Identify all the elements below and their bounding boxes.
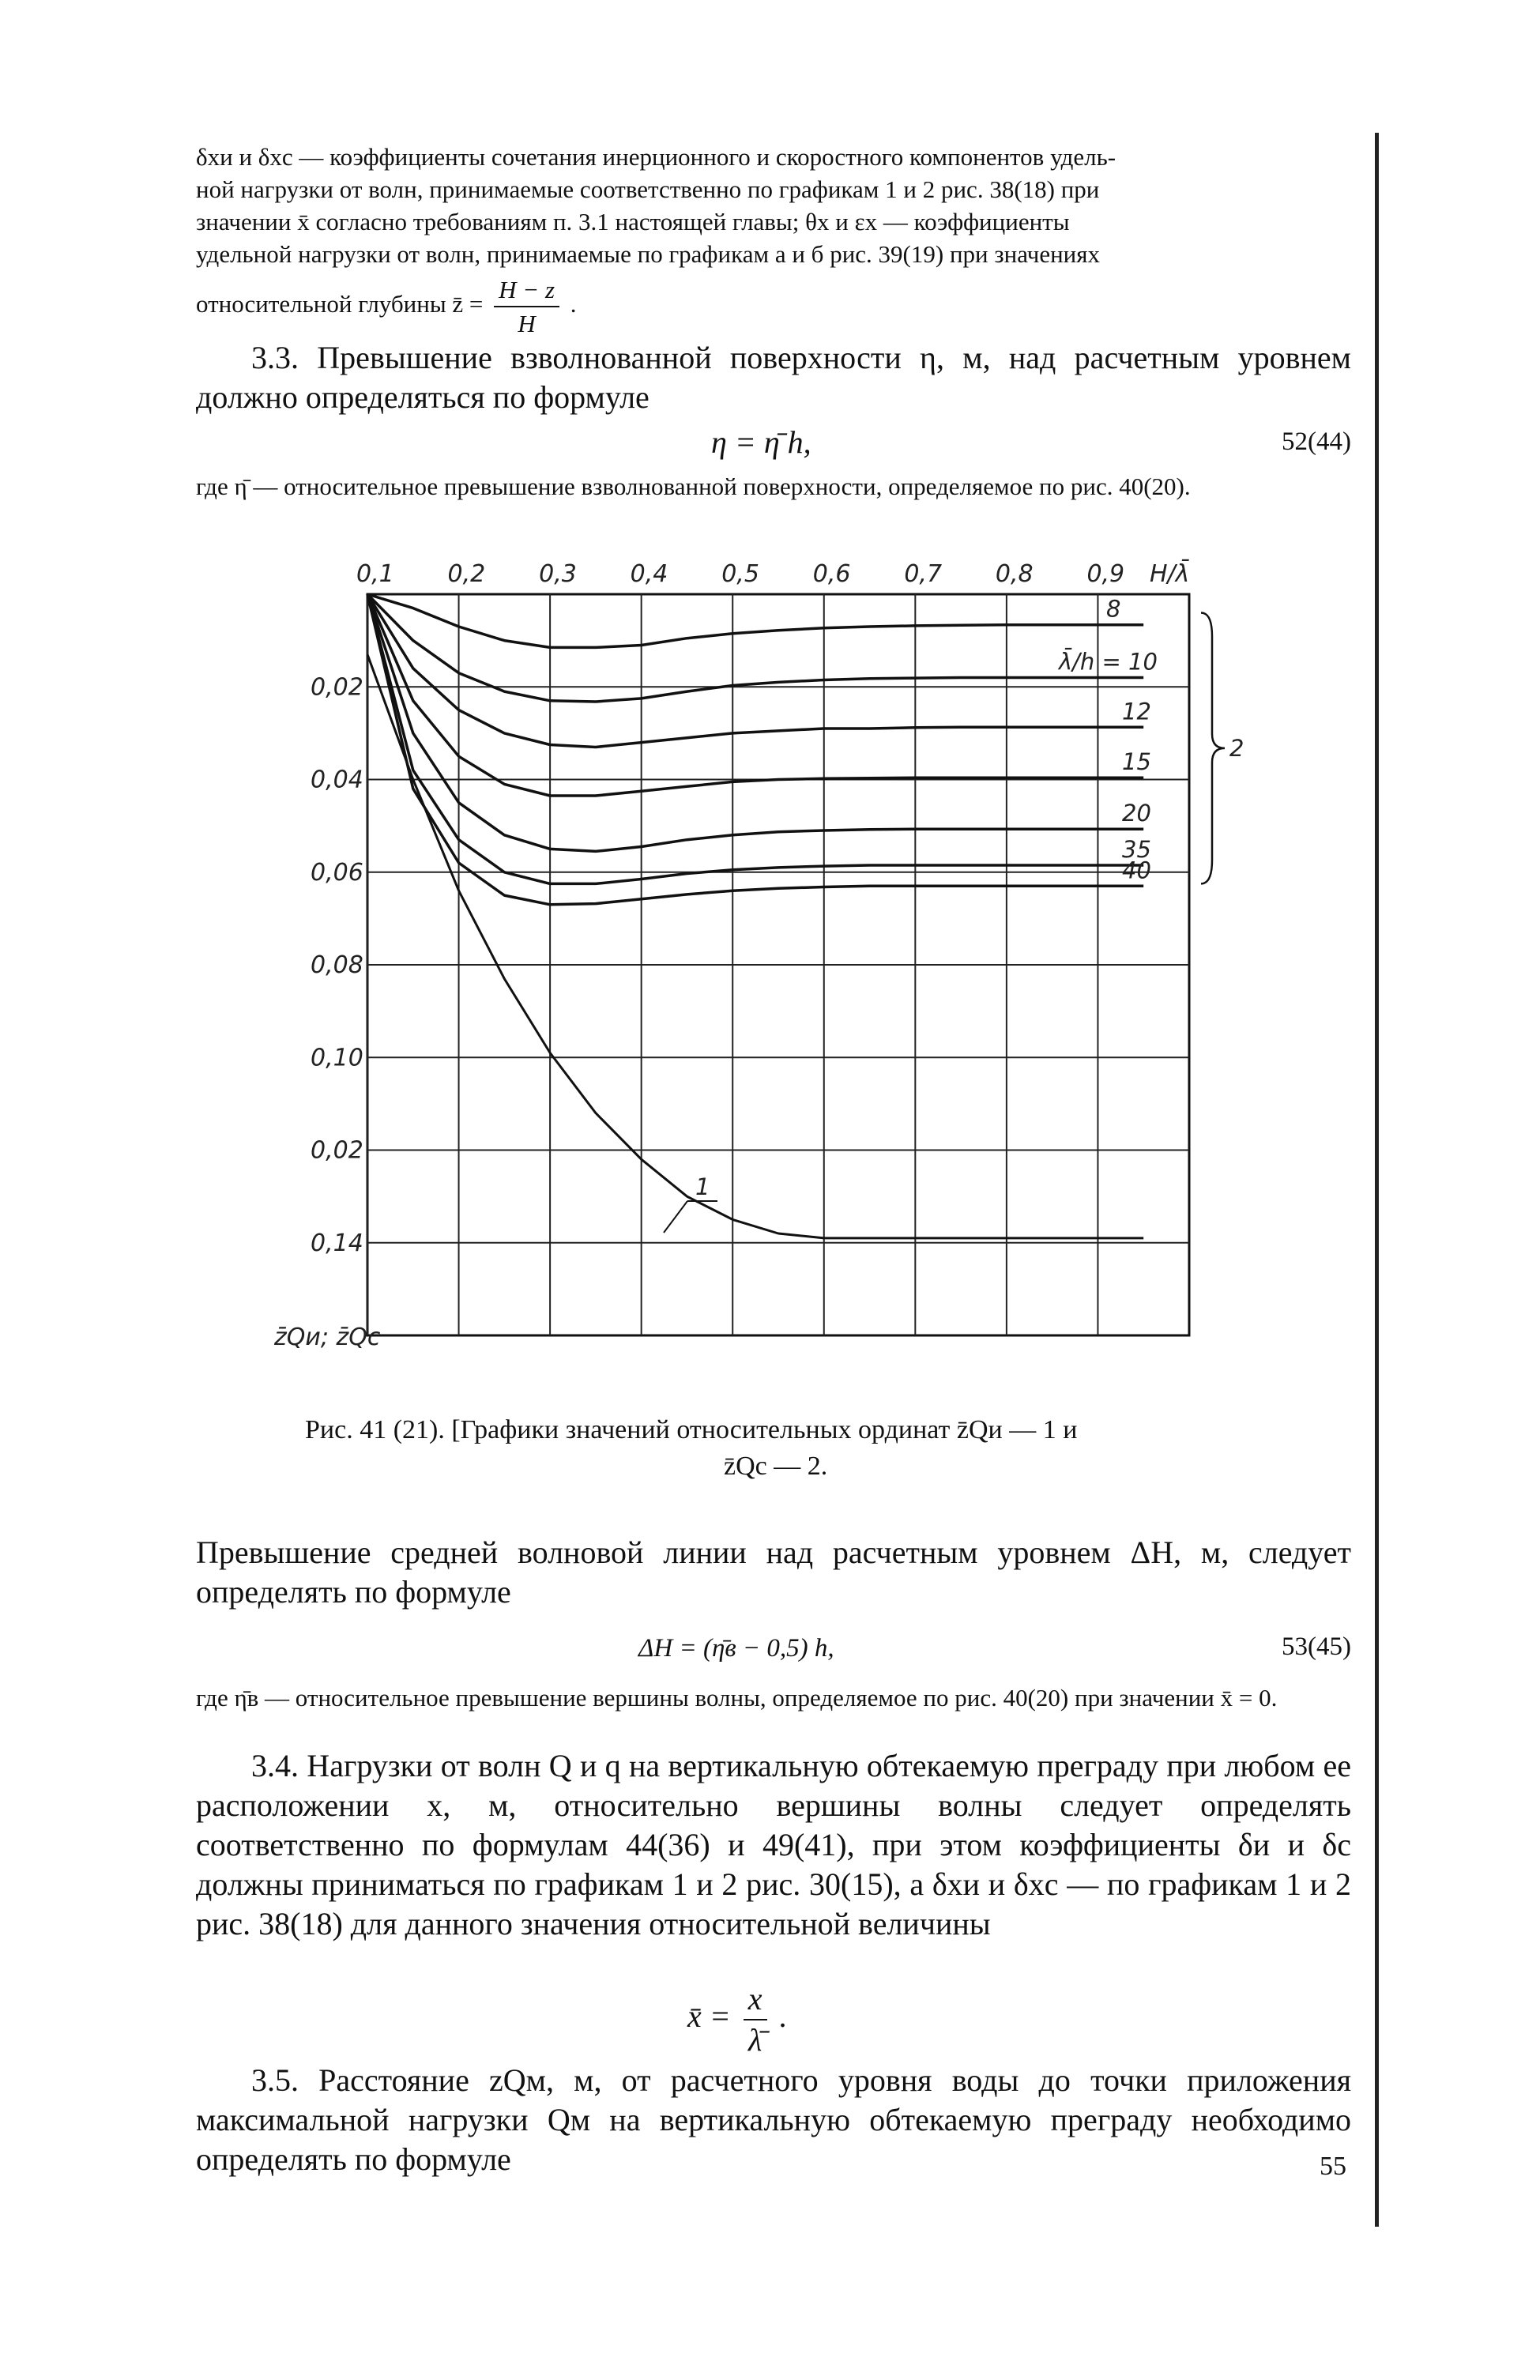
y-tick-label: 0,14 — [311, 1229, 363, 1257]
caption-line-1: Рис. 41 (21). [Графики значений относительных ординат z̄Qи — 1 и — [305, 1415, 1078, 1444]
curve-label: 20 — [1122, 800, 1151, 827]
formula-53-where: где η̄в — относительное превышение вершины волны, определяемое по рис. 40(20) при значении x̄ = 0. — [196, 1684, 1278, 1712]
x-tick-label: 0,2 — [447, 560, 486, 588]
chart-curves — [367, 594, 1143, 1238]
y-tick-label: 0,02 — [311, 1136, 363, 1165]
curve-lambda-h-6 — [367, 594, 1143, 883]
fraction-denominator: H — [518, 310, 536, 337]
curve-group-label-1: 1 — [695, 1173, 710, 1200]
curve-label: λ̄/h = 10 — [1059, 648, 1158, 676]
curve-lambda-h-3 — [367, 594, 1143, 748]
intro-line-5-end: . — [570, 290, 577, 318]
formula-x-bar-lhs: x̄ = — [687, 1998, 731, 2035]
section-3-4-text: 3.4. Нагрузки от волн Q и q на вертикальную обтекаемую преграду при любом ее расположении x, м, относительно вершины волны следует определять соответственно по формулам 44(36) и 49(41), при этом коэффициенты δи и δс должны приниматься по графикам 1 и 2 рис. 30(15), а δxи и δxс — по графикам 1 и 2 рис. 38(18) для данного значения относительной величины — [196, 1748, 1351, 1941]
x-tick-label: 0,7 — [904, 560, 943, 588]
caption-line-2: z̄Qс — 2. — [724, 1452, 828, 1481]
margin-rule — [1375, 133, 1379, 2227]
leader-line-1b — [664, 1201, 687, 1233]
intro-line-5-start: относительной глубины z̄ = — [196, 290, 484, 318]
curve-lambda-h-1 — [367, 594, 1143, 647]
intro-line-1: δxи и δxс — коэффициенты сочетания инерционного и скоростного компонентов удель- — [196, 143, 1116, 171]
curve-label: 8 — [1106, 595, 1121, 623]
y-tick-label: 0,02 — [311, 673, 363, 702]
y-tick-label: 0,08 — [311, 951, 363, 979]
x-tick-label: 0,8 — [995, 560, 1034, 588]
formula-x-bar-end: . — [779, 1998, 788, 2035]
group-brace — [1201, 612, 1225, 883]
curve-lambda-h-2 — [367, 594, 1143, 702]
curve-label: 12 — [1122, 698, 1151, 725]
y-tick-label: 0,06 — [311, 858, 363, 887]
x-numerator: x — [744, 1979, 767, 2020]
x-over-lambda-fraction — [744, 1979, 767, 2060]
equation-number-52: 52(44) — [1282, 427, 1351, 456]
section-3-3-text: 3.3. Превышение взволнованной поверхности η, м, над расчетным уровнем должно определяться по формуле — [196, 340, 1351, 415]
y-axis-label: z̄Qи; z̄Qс — [274, 1324, 381, 1351]
page-number: 55 — [1320, 2152, 1346, 2181]
formula-x-bar — [687, 1979, 788, 2060]
curve-label: 35 — [1122, 835, 1151, 863]
x-tick-label: 0,1 — [356, 560, 394, 588]
formula-52-where: где η̄ — относительное превышение взволнованной поверхности, определяемое по рис. 40(20). — [196, 473, 1191, 500]
mean-wave-line-text: Превышение средней волновой линии над расчетным уровнем ΔH, м, следует определять по формуле — [196, 1535, 1351, 1610]
equation-number-53: 53(45) — [1282, 1632, 1351, 1661]
y-tick-label: 0,10 — [311, 1044, 363, 1072]
intro-line-3: значении x̄ согласно требованиям п. 3.1 настоящей главы; θx и εx — коэффициенты — [196, 208, 1070, 235]
figure-caption — [305, 1412, 1077, 1485]
curve-group-label-2: 2 — [1229, 734, 1244, 762]
x-tick-label: 0,6 — [812, 560, 851, 588]
x-tick-label: 0,3 — [539, 560, 577, 588]
curve-label: 40 — [1122, 857, 1151, 884]
x-tick-label: 0,9 — [1086, 560, 1125, 588]
y-tick-label: 0,04 — [311, 766, 363, 794]
lambda-denominator: λ̄ — [747, 2022, 762, 2058]
x-tick-label: 0,5 — [721, 560, 759, 588]
formula-53: ΔH = (η̄в − 0,5) h, — [638, 1634, 834, 1663]
chart-grid — [367, 594, 1189, 1335]
x-tick-label: 0,4 — [630, 560, 668, 588]
curve-label: 15 — [1122, 748, 1151, 776]
chart-annotations — [664, 596, 1244, 1233]
intro-line-2: ной нагрузки от волн, принимаемые соответственно по графикам 1 и 2 рис. 38(18) при — [196, 175, 1100, 203]
formula-52: η = η̄ h, — [711, 424, 811, 460]
x-axis-label: H/λ̄ — [1150, 560, 1190, 588]
intro-line-4: удельной нагрузки от волн, принимаемые по графикам а и б рис. 39(19) при значениях — [196, 240, 1101, 268]
section-3-5-text: 3.5. Расстояние zQм, м, от расчетного уровня воды до точки приложения максимальной нагрузки Qм на вертикальную обтекаемую преграду необходимо определять по формуле — [196, 2062, 1351, 2177]
fraction-numerator: H − z — [494, 273, 559, 307]
